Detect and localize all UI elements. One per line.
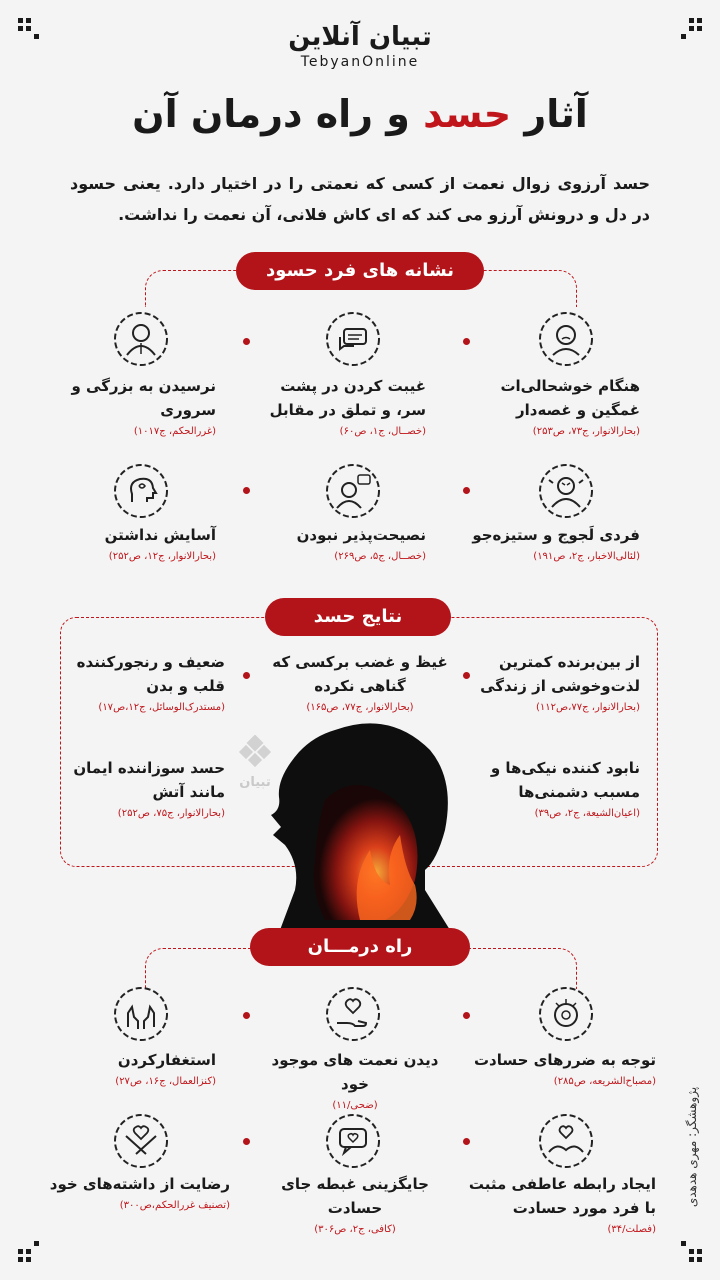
sign-item-1 (460, 374, 640, 437)
cure-item-3 (40, 1048, 216, 1087)
separator-dot (243, 1138, 250, 1145)
corner-ornament-bottom-left (18, 1240, 40, 1262)
cure-source: (کنزالعمال، ج۱۶، ص۲۷) (115, 1076, 216, 1087)
heart-chat-icon (324, 1112, 382, 1170)
result-source: (بحارالانوار، ج۷۷، ص۱۶۵) (306, 702, 414, 713)
cure-text: توجه به ضررهای حسادت (473, 1051, 656, 1069)
result-text: ضعیف و رنجورکننده قلب و بدن (76, 653, 225, 695)
brain-gear-icon (537, 985, 595, 1043)
title-part-1: آثار (524, 92, 588, 136)
brand-logo (0, 22, 720, 70)
cure-source: (مصباح‌الشریعه، ص۲۸۵) (553, 1076, 656, 1087)
result-item-4 (460, 756, 640, 819)
sign-item-5 (250, 523, 426, 562)
brand-name-en: TebyanOnline (300, 54, 420, 70)
hands-heart-icon (537, 1112, 595, 1170)
sign-source: (بحارالانوار، ج۷۳، ص۲۵۳) (532, 426, 640, 437)
sign-text: هنگام خوشحالی‌ات غمگین و غصه‌دار (500, 377, 640, 419)
title-part-2: حسد (423, 92, 512, 136)
brand-name-fa: تبیان آنلاین (288, 22, 432, 52)
cure-text: استغفارکردن (117, 1051, 216, 1069)
sign-source: (خصــال، ج۵، ص۲۶۹) (334, 551, 426, 562)
separator-dot (463, 487, 470, 494)
sign-item-3 (40, 374, 216, 437)
cure-source: (کافی، ج۲، ص۳۰۶) (314, 1224, 396, 1235)
stressed-head-icon (112, 462, 170, 520)
sign-item-6 (40, 523, 216, 562)
title-part-3: و راه درمان آن (132, 92, 410, 136)
intro-paragraph: حسد آرزوی زوال نعمت از کسی که نعمتی را در اختیار دارد. یعنی حسود در دل و درونش آرزو می کند که ای کاش فلانی، آن نعمت را نداشت. (70, 174, 650, 224)
result-source: (اعیان‌الشیعة، ج۲، ص۳۹) (534, 808, 640, 819)
result-text: نابود کننده نیکی‌ها و مسبب دشمنی‌ها (490, 759, 640, 801)
praying-hands-icon (112, 985, 170, 1043)
sign-source: (غررالحکم، ج۱۰۱۷) (133, 426, 216, 437)
cure-item-6 (40, 1172, 230, 1211)
sign-text: نرسیدن به بزرگی و سروری (71, 377, 216, 419)
sign-item-4 (460, 523, 640, 562)
separator-dot (463, 338, 470, 345)
result-source: (بحارالانوار، ج۷۷،ص۱۱۲) (535, 702, 640, 713)
sign-source: (بحارالانوار، ج۱۲، ص۲۵۲) (108, 551, 216, 562)
page-title (0, 92, 720, 136)
separator-dot (243, 487, 250, 494)
separator-dot (463, 1012, 470, 1019)
sign-item-2 (250, 374, 426, 437)
sign-text: غیبت کردن در پشت سر، و تملق در مقابل (269, 377, 426, 419)
advice-icon (324, 462, 382, 520)
cure-heading: راه درمـــان (250, 928, 470, 966)
person-icon (112, 310, 170, 368)
self-hug-icon (112, 1112, 170, 1170)
cure-text: جایگزینی غبطه جای حسادت (281, 1175, 429, 1217)
cure-text: رضایت از داشته‌های خود (49, 1175, 230, 1193)
sign-source: (لئالی‌الاخبار، ج۲، ص۱۹۱) (533, 551, 640, 562)
sign-text: آسایش نداشتن (104, 526, 216, 544)
sign-source: (خصــال، ج۱، ص۶۰) (339, 426, 426, 437)
result-item-1 (460, 650, 640, 713)
watermark-text: تبیان (239, 775, 271, 790)
separator-dot (243, 672, 250, 679)
result-source: (بحارالانوار، ج۷۵، ص۲۵۲) (117, 808, 225, 819)
sad-person-icon (537, 310, 595, 368)
cure-item-2 (255, 1048, 455, 1111)
author-text: پژوهشگر: مهری هدهدی (685, 1086, 699, 1208)
separator-dot (463, 1138, 470, 1145)
angry-person-icon (537, 462, 595, 520)
result-item-5 (45, 756, 225, 819)
cure-source: (تصنیف غررالحکم،ص۳۰۰) (119, 1200, 230, 1211)
separator-dot (243, 1012, 250, 1019)
hand-heart-icon (324, 985, 382, 1043)
result-text: حسد سوزاننده ایمان مانند آتش (73, 759, 225, 801)
cure-text: دیدن نعمت های موجود خود (271, 1051, 439, 1093)
sign-text: نصیحت‌پذیر نبودن (296, 526, 426, 544)
result-text: غیظ و غضب برکسی که گناهی نکرده (272, 653, 448, 695)
cure-item-1 (460, 1048, 656, 1087)
cure-text: ایجاد رابطه عاطفی مثبت با فرد مورد حسادت (468, 1175, 656, 1217)
cure-source: (ضحی/۱۱) (332, 1100, 378, 1111)
cure-item-4 (460, 1172, 656, 1235)
results-heading: نتایج حسد (265, 598, 451, 636)
result-item-3 (45, 650, 225, 713)
head-silhouette-fire-illustration (265, 720, 455, 930)
cure-source: (فصلت/۳۴) (607, 1224, 656, 1235)
separator-dot (243, 338, 250, 345)
cure-item-5 (255, 1172, 455, 1235)
result-item-2 (270, 650, 450, 713)
result-source: (مستدرک‌الوسائل، ج۱۲،ص۱۷) (98, 702, 225, 713)
result-text: از بین‌برنده کمترین لذت‌وخوشی از زندگی (480, 653, 640, 695)
sign-text: فردی لَجوج و ستیزه‌جو (472, 526, 640, 544)
separator-dot (463, 672, 470, 679)
author-credit (682, 1050, 702, 1250)
speech-bubble-icon (324, 310, 382, 368)
signs-heading: نشانه های فرد حسود (236, 252, 484, 290)
